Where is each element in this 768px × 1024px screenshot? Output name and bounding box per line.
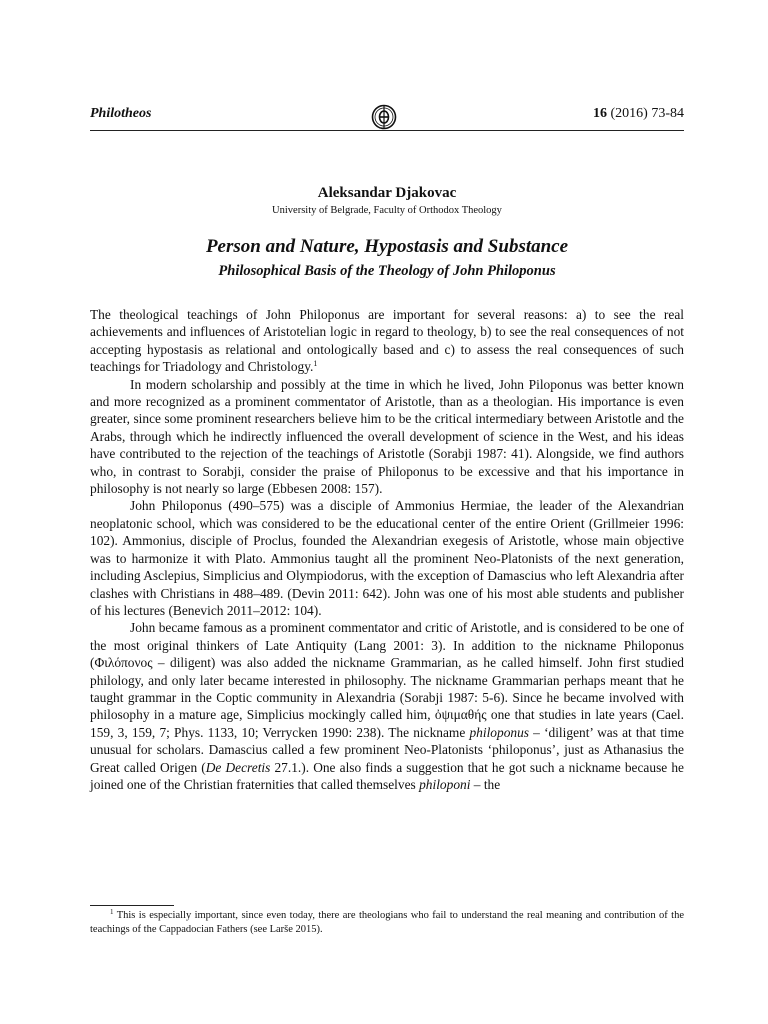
journal-seal-icon: [370, 104, 398, 130]
article-title: Person and Nature, Hypostasis and Substance: [205, 236, 569, 257]
year-pages: (2016) 73-84: [607, 106, 684, 121]
article-subtitle: Philosophical Basis of the Theology of John Philoponus: [218, 263, 556, 279]
paragraph-1: [90, 306, 684, 376]
article-body: [90, 306, 684, 793]
author-affiliation: University of Belgrade, Faculty of Orthodox Theology: [272, 205, 502, 216]
paragraph-3: John Philoponus (490–575) was a disciple of Ammonius Hermiae, the leader of the Alexandrian neoplatonic school, which was considered to be the educational center of the entire Orient (Grillmeier 1996: 102). Ammonius, disciple of Proclus, founded the Alexandrian exegesis of Aristotle, whose main objective was to harmonize it with Plato. Ammonius taught all the prominent Neo-Platonists of the next generation, including Asclepius, Simplicius and Olympiodorus, with the exception of Damascius who left Alexandria after clashes with Christians in 488–489. (Devin 2011: 642). John was one of his most able students and publisher of his lectures (Benevich 2011–2012: 104).: [90, 498, 684, 618]
paragraph-4-text-a: John became famous as a prominent commentator and critic of Aristotle, and is considered to be one of the most original thinkers of Late Antiquity (Lang 2001: 3). In addition to the nickname Philoponus (Φιλόπονος – diligent) was also added the nickname Grammarian, as he called himself. John first studied philology, and only later became interested in philosophy. The nickname Grammarian perhaps meant that he taught grammar in the Coptic community in Alexandria (Sorabji 1987: 5-6). Since he became involved with philosophy in a mature age, Simplicius mockingly called him, ὀψιμαθής one that studies in late years (Cael. 159, 3, 159, 7; Phys. 1133, 10; Verrycken 1990: 238). The nickname: [90, 620, 684, 740]
footnote-ref-1[interactable]: 1: [313, 359, 318, 369]
footnote-1: [90, 909, 684, 937]
journal-name: Philotheos: [90, 106, 152, 121]
work-de-decretis: De Decretis: [205, 759, 271, 775]
footnote-text: This is especially important, since even today, there are theologians who fail to understand the real meaning and contribution of the teachings of the Cappadocian Fathers (see Larše 2015).: [90, 910, 684, 935]
running-header: [90, 104, 684, 128]
paragraph-1-text: The theological teachings of John Philoponus are important for several reasons: a) to see the real achievements and influences of Aristotelian logic in regard to theology, b) to see the real consequences of not accepting hypostasis as relational and ontologically based and c) to assess the real consequences of such teachings for Triadology and Christology.: [90, 307, 684, 375]
footnote-number: 1: [110, 908, 114, 916]
volume-info: [593, 106, 684, 122]
term-philoponus: philoponus: [469, 724, 529, 740]
author-name: Aleksandar Djakovac: [317, 185, 457, 201]
footnote-rule: [90, 905, 174, 906]
paragraph-4: [90, 619, 684, 793]
header-rule: [90, 130, 684, 131]
paragraph-2: In modern scholarship and possibly at the time in which he lived, John Piloponus was better known and more recognized as a prominent commentator of Aristotle, than as a theologian. His importance is even greater, since some prominent researchers believe him to be the critical intermediary between Aristotle and the Arabs, through which he indirectly influenced the overall development of science in the West, and his ideas have contributed to the rejection of the teachings of Aristotle (Sorabji 1987: 41). Alongside, we find authors who, in contrast to Sorabji, consider the praise of Philoponus to be excessive and that his importance in philosophy is not nearly so large (Ebbesen 2008: 157).: [90, 376, 684, 497]
volume-number: 16: [593, 106, 607, 121]
paragraph-4-text-d: – the: [470, 776, 501, 792]
term-philoponi: philoponi: [419, 776, 471, 792]
paragraph-4-text-b: – ‘diligent’ was at that time unusual for scholars. Damascius called a few prominent Neo-Platonists ‘philoponus’, just as Athanasius the Great called Origen (: [90, 724, 684, 775]
paragraph-4-text-c: 27.1.). One also finds a suggestion that he got such a nickname because he joined one of the Christian fraternities that called themselves: [90, 759, 684, 792]
